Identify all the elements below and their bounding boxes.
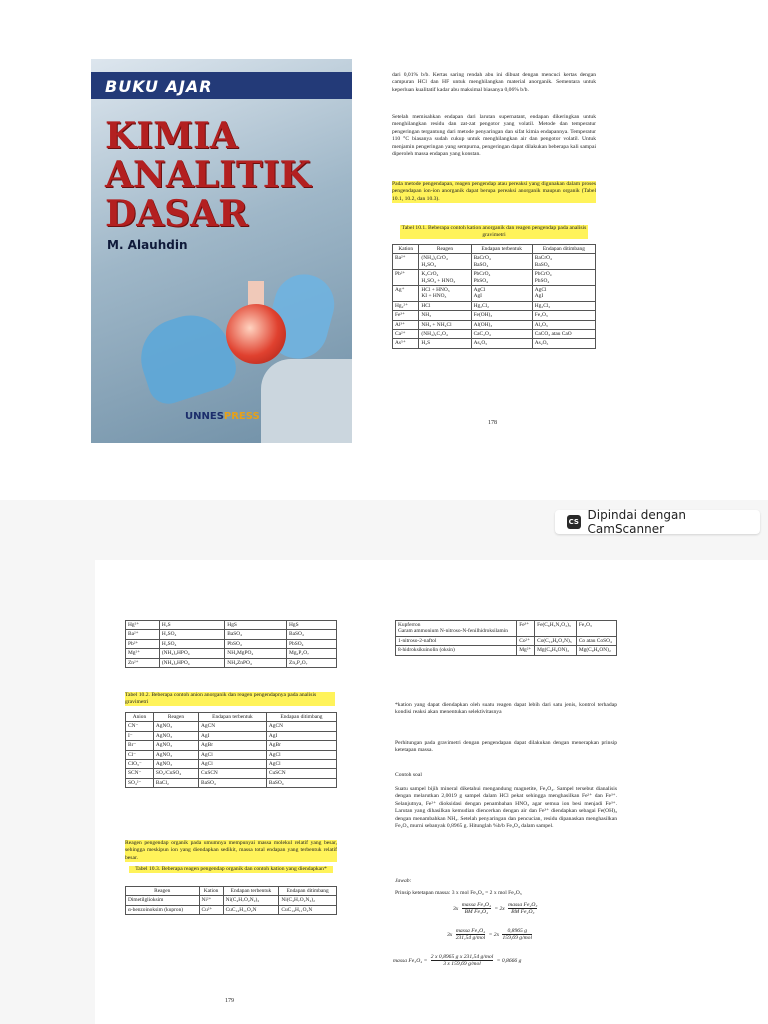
table-header-cell: Endapan terbentuk <box>199 713 267 722</box>
table-row <box>126 621 337 630</box>
table-cell: (NH₄)₂C₂O₄ <box>419 330 471 339</box>
table-cell: Ni(C₄H₇O₂N₂)₂ <box>223 896 279 905</box>
eq-result: = 0,8666 g <box>496 957 522 964</box>
table-row <box>126 649 337 658</box>
table-cell: Hg₂²⁺ <box>393 301 419 310</box>
table-cell: SO₄²⁻ <box>126 778 154 787</box>
table-cell: Co atau CoSO₄ <box>576 636 616 645</box>
eq-coef: = 2x <box>494 905 505 912</box>
table-row <box>126 778 337 787</box>
table-cell: AgBr <box>266 741 336 750</box>
equation-1 <box>453 902 539 915</box>
table-cell: Mg(C₉H₆ON)₂ <box>576 646 616 655</box>
paragraph: Setelah memisahkan endapan dari larutan supernatant, endapan dikeringkan untuk menghilangkan residu dan zat-zat pengotor yang volatil. Metode dan temperatur pengeringan tergantung dari metode penyaringan dan sifat kimia endapannya. Temperatur 110 °C biasanya sudah cukup untuk menghilangkan air dan pengotor volatil. Untuk menjamin pengeringan yang sempurna, pengeringan dapat dilakukan beberapa kali sampai diperoleh massa endapan yang konstan. <box>392 114 596 158</box>
table-header-cell: Endapan ditimbang <box>532 245 595 254</box>
table-cell: BaCrO₄ BaSO₄ <box>471 254 532 270</box>
cover-title-line: DASAR <box>105 193 248 235</box>
table-cell: As⁵⁺ <box>393 339 419 348</box>
table-cell: HCl <box>419 301 471 310</box>
camscanner-label: Dipindai dengan CamScanner <box>587 508 686 536</box>
page-number: 178 <box>488 420 497 426</box>
table-cell: BaSO₄ <box>199 778 267 787</box>
eq-lhs: massa Fe₃O₄ = <box>393 957 428 964</box>
table-header-cell: Kation <box>199 887 223 896</box>
table-cell: AgCl AgI <box>471 286 532 302</box>
table-row <box>126 750 337 759</box>
table-cell: AgNO₃ <box>153 760 198 769</box>
eq-coef: 3x <box>453 905 459 912</box>
cover-title-line: KIMIA <box>105 115 238 157</box>
table-cell: K₂CrO₄ H₂SO₄ + HNO₃ <box>419 270 471 286</box>
table-cell: HgS <box>225 621 287 630</box>
paragraph: dari 0,01% b/b. Kertas saring rendah abu ini dibuat dengan mencuci kertas dengan campuran HCl dan HF untuk menghilangkan material anorganik. Sementara untuk keperluan kualitatif kadar abu maksimal biasanya 0,06% b/b. <box>392 72 596 93</box>
equation-2 <box>447 928 534 941</box>
table-cell: Zn²⁺ <box>126 658 160 667</box>
table-cell: SO₂/CuSO₄ <box>153 769 198 778</box>
table-row <box>126 731 337 740</box>
glove-left-shape <box>131 305 241 409</box>
table-row <box>393 286 596 302</box>
table-cell: AgCl <box>199 760 267 769</box>
table-footnote: *kation yang dapat diendapkan oleh suatu reagen dapat lebih dari satu jenis, kontrol terhadap kondisi reaksi akan menentukan selektivitasnya <box>395 702 617 716</box>
table-cell: AgNO₃ <box>153 731 198 740</box>
table-cell: BaSO₄ <box>225 630 287 639</box>
table-cell: H₂SO₄ <box>159 630 224 639</box>
eq-fraction <box>456 928 486 941</box>
eq-denominator: 159,69 g/mol <box>502 935 533 941</box>
equation-3 <box>393 954 521 967</box>
table-cell: BaCl₂ <box>153 778 198 787</box>
eq-numerator: massa Fe₃O₄ <box>461 902 491 908</box>
table-header-cell: Endapan ditimbang <box>266 713 336 722</box>
table-cell: Cu²⁺ <box>199 905 223 914</box>
table-cell: AgI <box>199 731 267 740</box>
table-cell: Fe³⁺ <box>393 311 419 320</box>
table-cell: Mg²⁺ <box>517 646 535 655</box>
cation-reagent-table <box>392 244 596 349</box>
table-header-cell: Reagen <box>419 245 471 254</box>
organic-reagent-table-continued <box>395 620 617 656</box>
table-row <box>393 320 596 329</box>
table-cell: AgCl <box>266 750 336 759</box>
eq-fraction <box>502 928 532 941</box>
table-cell: I⁻ <box>126 731 154 740</box>
table-cell: PbCrO₄ PbSO₄ <box>471 270 532 286</box>
cation-reagent-table-continued <box>125 620 337 668</box>
table-cell: Hg²⁺ <box>126 621 160 630</box>
eq-denominator: BM Fe₂O₃ <box>511 909 535 915</box>
table-row <box>396 646 617 655</box>
table-cell: Zn₂P₂O₇ <box>287 658 337 667</box>
table-cell: H₂SO₄ <box>159 639 224 648</box>
table-cell: CN⁻ <box>126 722 154 731</box>
table-cell: Ag⁺ <box>393 286 419 302</box>
highlighted-paragraph: Pada metode pengendapan, reagen pengendap atau pereaksi yang digunakan dalam proses pengendapan ion-ion anorganik dapat berupa pereaksi anorganik maupun organik (Tabel 10.1, 10.2, dan 10.3). <box>392 181 596 202</box>
table-cell: NH₄ZnPO₄ <box>225 658 287 667</box>
table-cell: CuSCN <box>266 769 336 778</box>
table-row <box>126 658 337 667</box>
table-header-cell: Endapan terbentuk <box>223 887 279 896</box>
table-cell: BaSO₄ <box>266 778 336 787</box>
table-cell: AgCN <box>266 722 336 731</box>
table-cell: As₂O₅ <box>471 339 532 348</box>
table-row <box>126 905 337 914</box>
table-row <box>126 630 337 639</box>
table-cell: SCN⁻ <box>126 769 154 778</box>
table-cell: (NH₄)₂HPO₄ <box>159 658 224 667</box>
table-cell: Fe₂O₃ <box>576 621 616 637</box>
table-cell: Ba²⁺ <box>393 254 419 270</box>
table-cell: Ni(C₄H₇O₂N₂)₂ <box>279 896 337 905</box>
eq-numerator: 0,8965 g <box>502 928 532 935</box>
cover-series: BUKU AJAR <box>105 77 213 96</box>
table-cell: HCl + HNO₃ KI + HNO₃ <box>419 286 471 302</box>
table-cell: HgS <box>287 621 337 630</box>
table-cell: AgCl AgI <box>532 286 595 302</box>
table-cell: Mg₂P₂O₇ <box>287 649 337 658</box>
table-cell: Al₂O₃ <box>532 320 595 329</box>
eq-numerator: 2 x 0,8965 g x 231,54 g/mol <box>430 954 494 960</box>
table-cell: PbCrO₄ PbSO₄ <box>532 270 595 286</box>
table-cell: PbSO₄ <box>225 639 287 648</box>
table-header-cell: Anion <box>126 713 154 722</box>
table-cell: Pb²⁺ <box>126 639 160 648</box>
table-row <box>393 254 596 270</box>
publisher-logo <box>185 411 260 422</box>
table-cell: Fe(C₆H₅N₂O₂)₃ <box>535 621 577 637</box>
table-cell: NH₃ <box>419 311 471 320</box>
table-cell: AgCl <box>266 760 336 769</box>
table-cell: Dimetilglioksim <box>126 896 200 905</box>
table-cell: Hg₂Cl₂ <box>471 301 532 310</box>
eq-denominator: 231,54 g/mol <box>455 935 486 941</box>
publisher-name: UNNES <box>185 411 224 422</box>
scan-page-top <box>0 0 768 500</box>
lab-coat-shape <box>261 359 352 443</box>
table-cell: (NH₄)₂CrO₄ H₂SO₄ <box>419 254 471 270</box>
table-cell: PbSO₄ <box>287 639 337 648</box>
table-cell: BaSO₄ <box>287 630 337 639</box>
table-row <box>393 330 596 339</box>
table-caption: Tabel 10.3. Beberapa reagen pengendap organik dan contoh kation yang diendapkan* <box>129 866 333 873</box>
table-cell: As₂O₅ <box>532 339 595 348</box>
eq-denominator: BM Fe₃O₄ <box>464 909 488 915</box>
table-cell: Mg²⁺ <box>126 649 160 658</box>
table-cell: AgI <box>266 731 336 740</box>
camscanner-watermark <box>555 510 760 534</box>
table-header-cell: Reagen <box>126 887 200 896</box>
highlighted-paragraph: Reagen pengendap organik pada umumnya mempunyai massa molekul relatif yang besar, sehingga meskipun ion yang diendapkan sedikit, massa total endapan yang terbentuk relatif besar. <box>125 840 337 861</box>
table-cell: Pb²⁺ <box>393 270 419 286</box>
table-row <box>126 769 337 778</box>
table-cell: H₂S <box>159 621 224 630</box>
table-cell: Co(C₁₀H₆O₂N)₃ <box>535 636 577 645</box>
table-cell: CuC₁₄H₁₁O₂N <box>279 905 337 914</box>
anion-reagent-table <box>125 712 337 788</box>
table-cell: NH₃ + NH₄Cl <box>419 320 471 329</box>
table-cell: Br⁻ <box>126 741 154 750</box>
eq-coef: 3x <box>447 931 453 938</box>
table-cell: Fe³⁺ <box>517 621 535 637</box>
table-header-cell: Endapan ditimbang <box>279 887 337 896</box>
table-row <box>393 339 596 348</box>
table-cell: Ca²⁺ <box>393 330 419 339</box>
table-row <box>126 741 337 750</box>
eq-fraction <box>462 902 491 915</box>
table-cell: ClO₃⁻ <box>126 760 154 769</box>
eq-fraction <box>431 954 493 967</box>
table-header-cell: Endapan terbentuk <box>471 245 532 254</box>
table-row <box>393 301 596 310</box>
table-cell: Ba²⁺ <box>126 630 160 639</box>
table-caption: Tabel 10.1. Beberapa contoh kation anorganik dan reagen pengendap pada analisis gravimetri <box>401 225 587 238</box>
table-row <box>396 621 617 637</box>
table-cell: Hg₂Cl₂ <box>532 301 595 310</box>
organic-reagent-table <box>125 886 337 915</box>
table-cell: AgNO₃ <box>153 750 198 759</box>
table-row <box>393 311 596 320</box>
table-cell: Kupferron Garam ammonium N-nitroso-N-fenilhidroksilamin <box>396 621 517 637</box>
table-header-cell: Kation <box>393 245 419 254</box>
table-cell: AgCN <box>199 722 267 731</box>
table-cell: AgNO₃ <box>153 722 198 731</box>
eq-denominator: 3 x 159,69 g/mol <box>443 961 481 967</box>
eq-numerator: massa Fe₃O₄ <box>455 928 486 934</box>
eq-numerator: massa Fe₂O₃ <box>508 902 538 908</box>
table-cell: Fe₂O₃ <box>532 311 595 320</box>
page-number: 179 <box>225 998 234 1004</box>
table-cell: Ni²⁺ <box>199 896 223 905</box>
table-cell: Al(OH)₃ <box>471 320 532 329</box>
table-row <box>393 270 596 286</box>
publisher-suffix: PRESS <box>223 411 260 422</box>
table-row <box>126 896 337 905</box>
table-cell: CuC₁₄H₁₁O₂N <box>223 905 279 914</box>
example-problem: Suatu sampel bijih mineral diketahui mengandung magnetite, Fe₃O₄. Sampel tersebut dianalisis dengan melarutkan 2,0019 g sampel dalam HCl pekat sehingga menghasilkan Fe²⁺ dan Fe³⁺. Selanjutnya, Fe²⁺ dioksidasi dengan penambahan HNO₃ agar semua ion besi menjadi Fe³⁺. Larutan yang dihasilkan kemudian diencerkan dengan air dan Fe³⁺ diendapkan sebagai Fe(OH)₃ dengan menambahkan NH₃. Setelah penyaringan dan pencucian, residu dipanaskan menghasilkan Fe₂O₃ murni sebanyak 0,8965 g. Hitunglah %b/b Fe₃O₄ dalam sampel. <box>395 786 617 830</box>
eq-coef: = 2x <box>488 931 500 938</box>
table-cell: H₂S <box>419 339 471 348</box>
book-cover <box>91 59 352 443</box>
table-header-cell: Reagen <box>153 713 198 722</box>
table-cell: AgBr <box>199 741 267 750</box>
table-cell: α-benzoinoksim (kupron) <box>126 905 200 914</box>
table-row <box>126 722 337 731</box>
table-cell: CaCO₃ atau CaO <box>532 330 595 339</box>
table-cell: 8-hidroksikuinolin (oksin) <box>396 646 517 655</box>
table-caption: Tabel 10.2. Beberapa contoh anion anorganik dan reagen pengendapnya pada analisis gravimetri <box>125 692 335 706</box>
table-cell: BaCrO₄ BaSO₄ <box>532 254 595 270</box>
table-cell: CuSCN <box>199 769 267 778</box>
table-cell: Mg(C₉H₆ON)₂ <box>535 646 577 655</box>
cover-author: M. Alauhdin <box>107 238 188 252</box>
eq-fraction <box>508 902 537 915</box>
table-cell: AgNO₃ <box>153 741 198 750</box>
table-cell: Fe(OH)₃ <box>471 311 532 320</box>
example-title: Contoh soal <box>395 772 422 778</box>
table-row <box>126 639 337 648</box>
table-row <box>396 636 617 645</box>
cover-title-line: ANALITIK <box>105 154 311 196</box>
table-cell: 1-nitroso-2-naftol <box>396 636 517 645</box>
flask-icon <box>226 304 286 364</box>
table-cell: Cl⁻ <box>126 750 154 759</box>
table-row <box>126 760 337 769</box>
table-cell: CaC₂O₄ <box>471 330 532 339</box>
scan-page-bottom <box>95 560 768 1024</box>
table-cell: AgCl <box>199 750 267 759</box>
camscanner-icon: CS <box>567 515 581 529</box>
table-cell: Co²⁺ <box>517 636 535 645</box>
paragraph: Perhitungan pada gravimetri dengan pengendapan dapat dilakukan dengan menerapkan prinsip ketetapan massa. <box>395 740 617 754</box>
principle-line: Prinsip ketetapan massa: 3 x mol Fe₃O₄ = 2 x mol Fe₂O₃ <box>395 890 522 896</box>
answer-label: Jawab: <box>395 878 412 884</box>
table-cell: (NH₄)₂HPO₄ <box>159 649 224 658</box>
table-cell: Al³⁺ <box>393 320 419 329</box>
table-cell: NH₄MgPO₄ <box>225 649 287 658</box>
